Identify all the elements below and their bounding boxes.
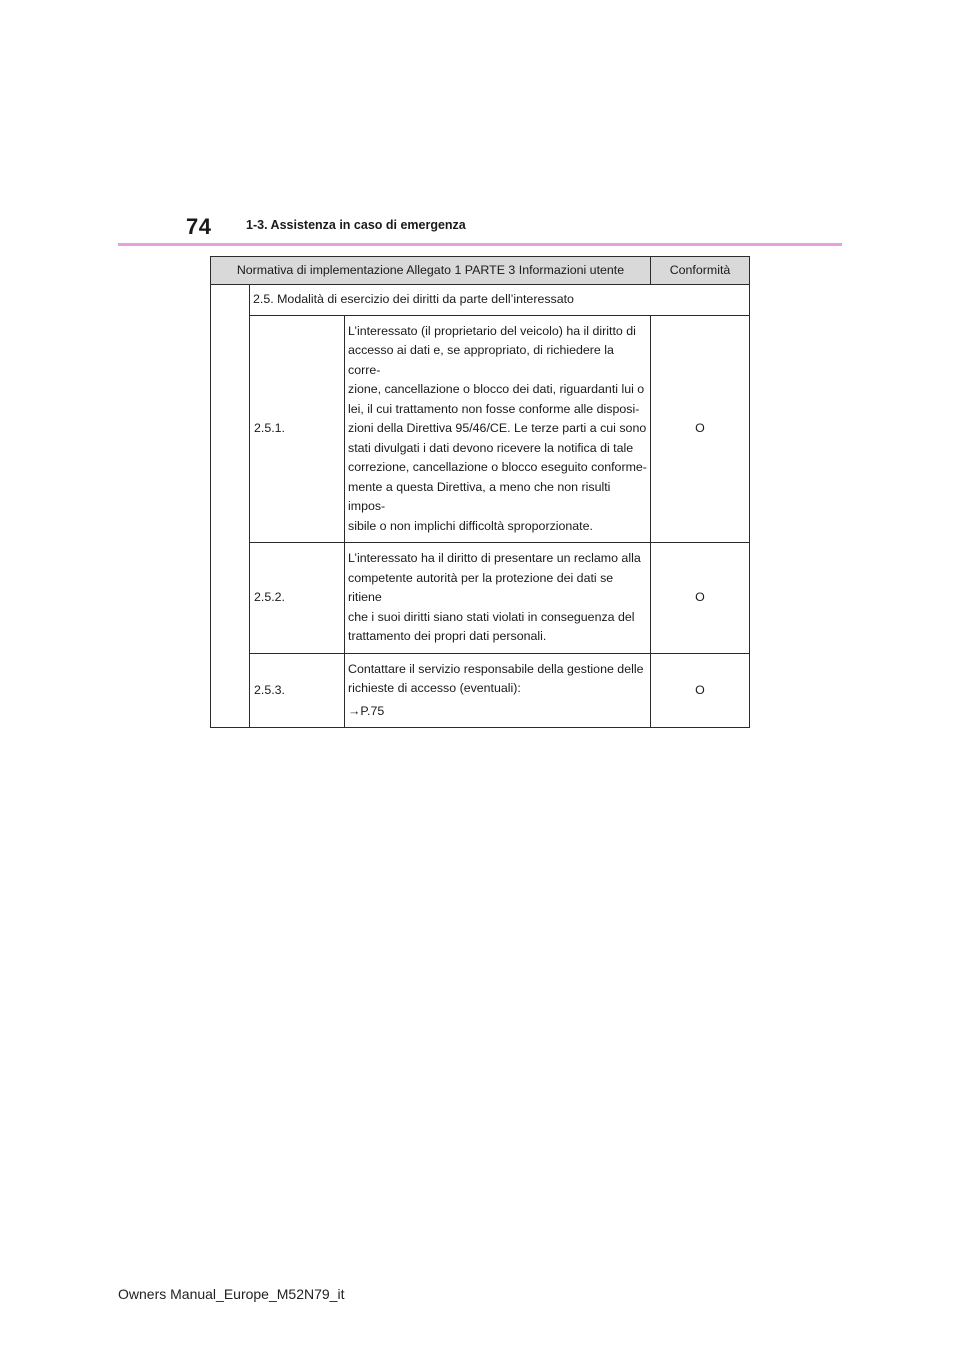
table-row (211, 543, 750, 654)
header-regulation: Normativa di implementazione Allegato 1 PARTE 3 Informazioni utente (211, 257, 651, 285)
row-description (345, 543, 651, 654)
description-line: Contattare il servizio responsabile della gestione delle (348, 661, 644, 676)
header-divider (118, 243, 842, 246)
indent-cell (211, 285, 250, 728)
description-line: correzione, cancellazione o blocco eseguito conforme- (348, 460, 647, 474)
description-line: accesso ai dati e, se appropriato, di richiedere la corre- (348, 343, 614, 377)
description-line: sibile o non implichi difficoltà sproporzionate. (348, 518, 593, 533)
subsection-row (211, 285, 750, 316)
row-conformity: O (651, 315, 750, 543)
description-line: richieste di accesso (eventuali): (348, 681, 521, 695)
table-row (211, 315, 750, 543)
row-number: 2.5.1. (250, 315, 345, 543)
description-line: L’interessato (il proprietario del veicolo) ha il diritto di (348, 323, 636, 338)
table-row (211, 653, 750, 728)
row-conformity: O (651, 653, 750, 728)
row-number: 2.5.3. (250, 653, 345, 728)
row-number: 2.5.2. (250, 543, 345, 654)
description-line: che i suoi diritti siano stati violati in conseguenza del (348, 609, 635, 624)
description-line: lei, il cui trattamento non fosse conforme alle disposi- (348, 401, 640, 416)
page-reference-link[interactable]: →P.75 (348, 703, 385, 718)
description-line: competente autorità per la protezione dei dati se ritiene (348, 570, 614, 604)
footer-manual-id: Owners Manual_Europe_M52N79_it (118, 1286, 345, 1302)
row-description (345, 653, 651, 728)
description-line: zione, cancellazione o blocco dei dati, riguardanti lui o (348, 382, 645, 396)
subsection-title: 2.5. Modalità di esercizio dei diritti da parte dell’interessato (250, 285, 750, 316)
description-line: mente a questa Direttiva, a meno che non risulti impos- (348, 479, 611, 513)
section-title: 1-3. Assistenza in caso di emergenza (246, 218, 466, 232)
description-line: zioni della Direttiva 95/46/CE. Le terze parti a cui sono (348, 421, 647, 435)
table-header-row (211, 257, 750, 285)
row-description (345, 315, 651, 543)
row-conformity: O (651, 543, 750, 654)
description-line: trattamento dei propri dati personali. (348, 629, 547, 643)
description-line: L’interessato ha il diritto di presentare un reclamo alla (348, 551, 641, 565)
description-line: stati divulgati i dati devono ricevere la notifica di tale (348, 440, 634, 455)
header-conformity: Conformità (651, 257, 750, 285)
compliance-table (210, 256, 750, 728)
page-number: 74 (186, 214, 212, 239)
